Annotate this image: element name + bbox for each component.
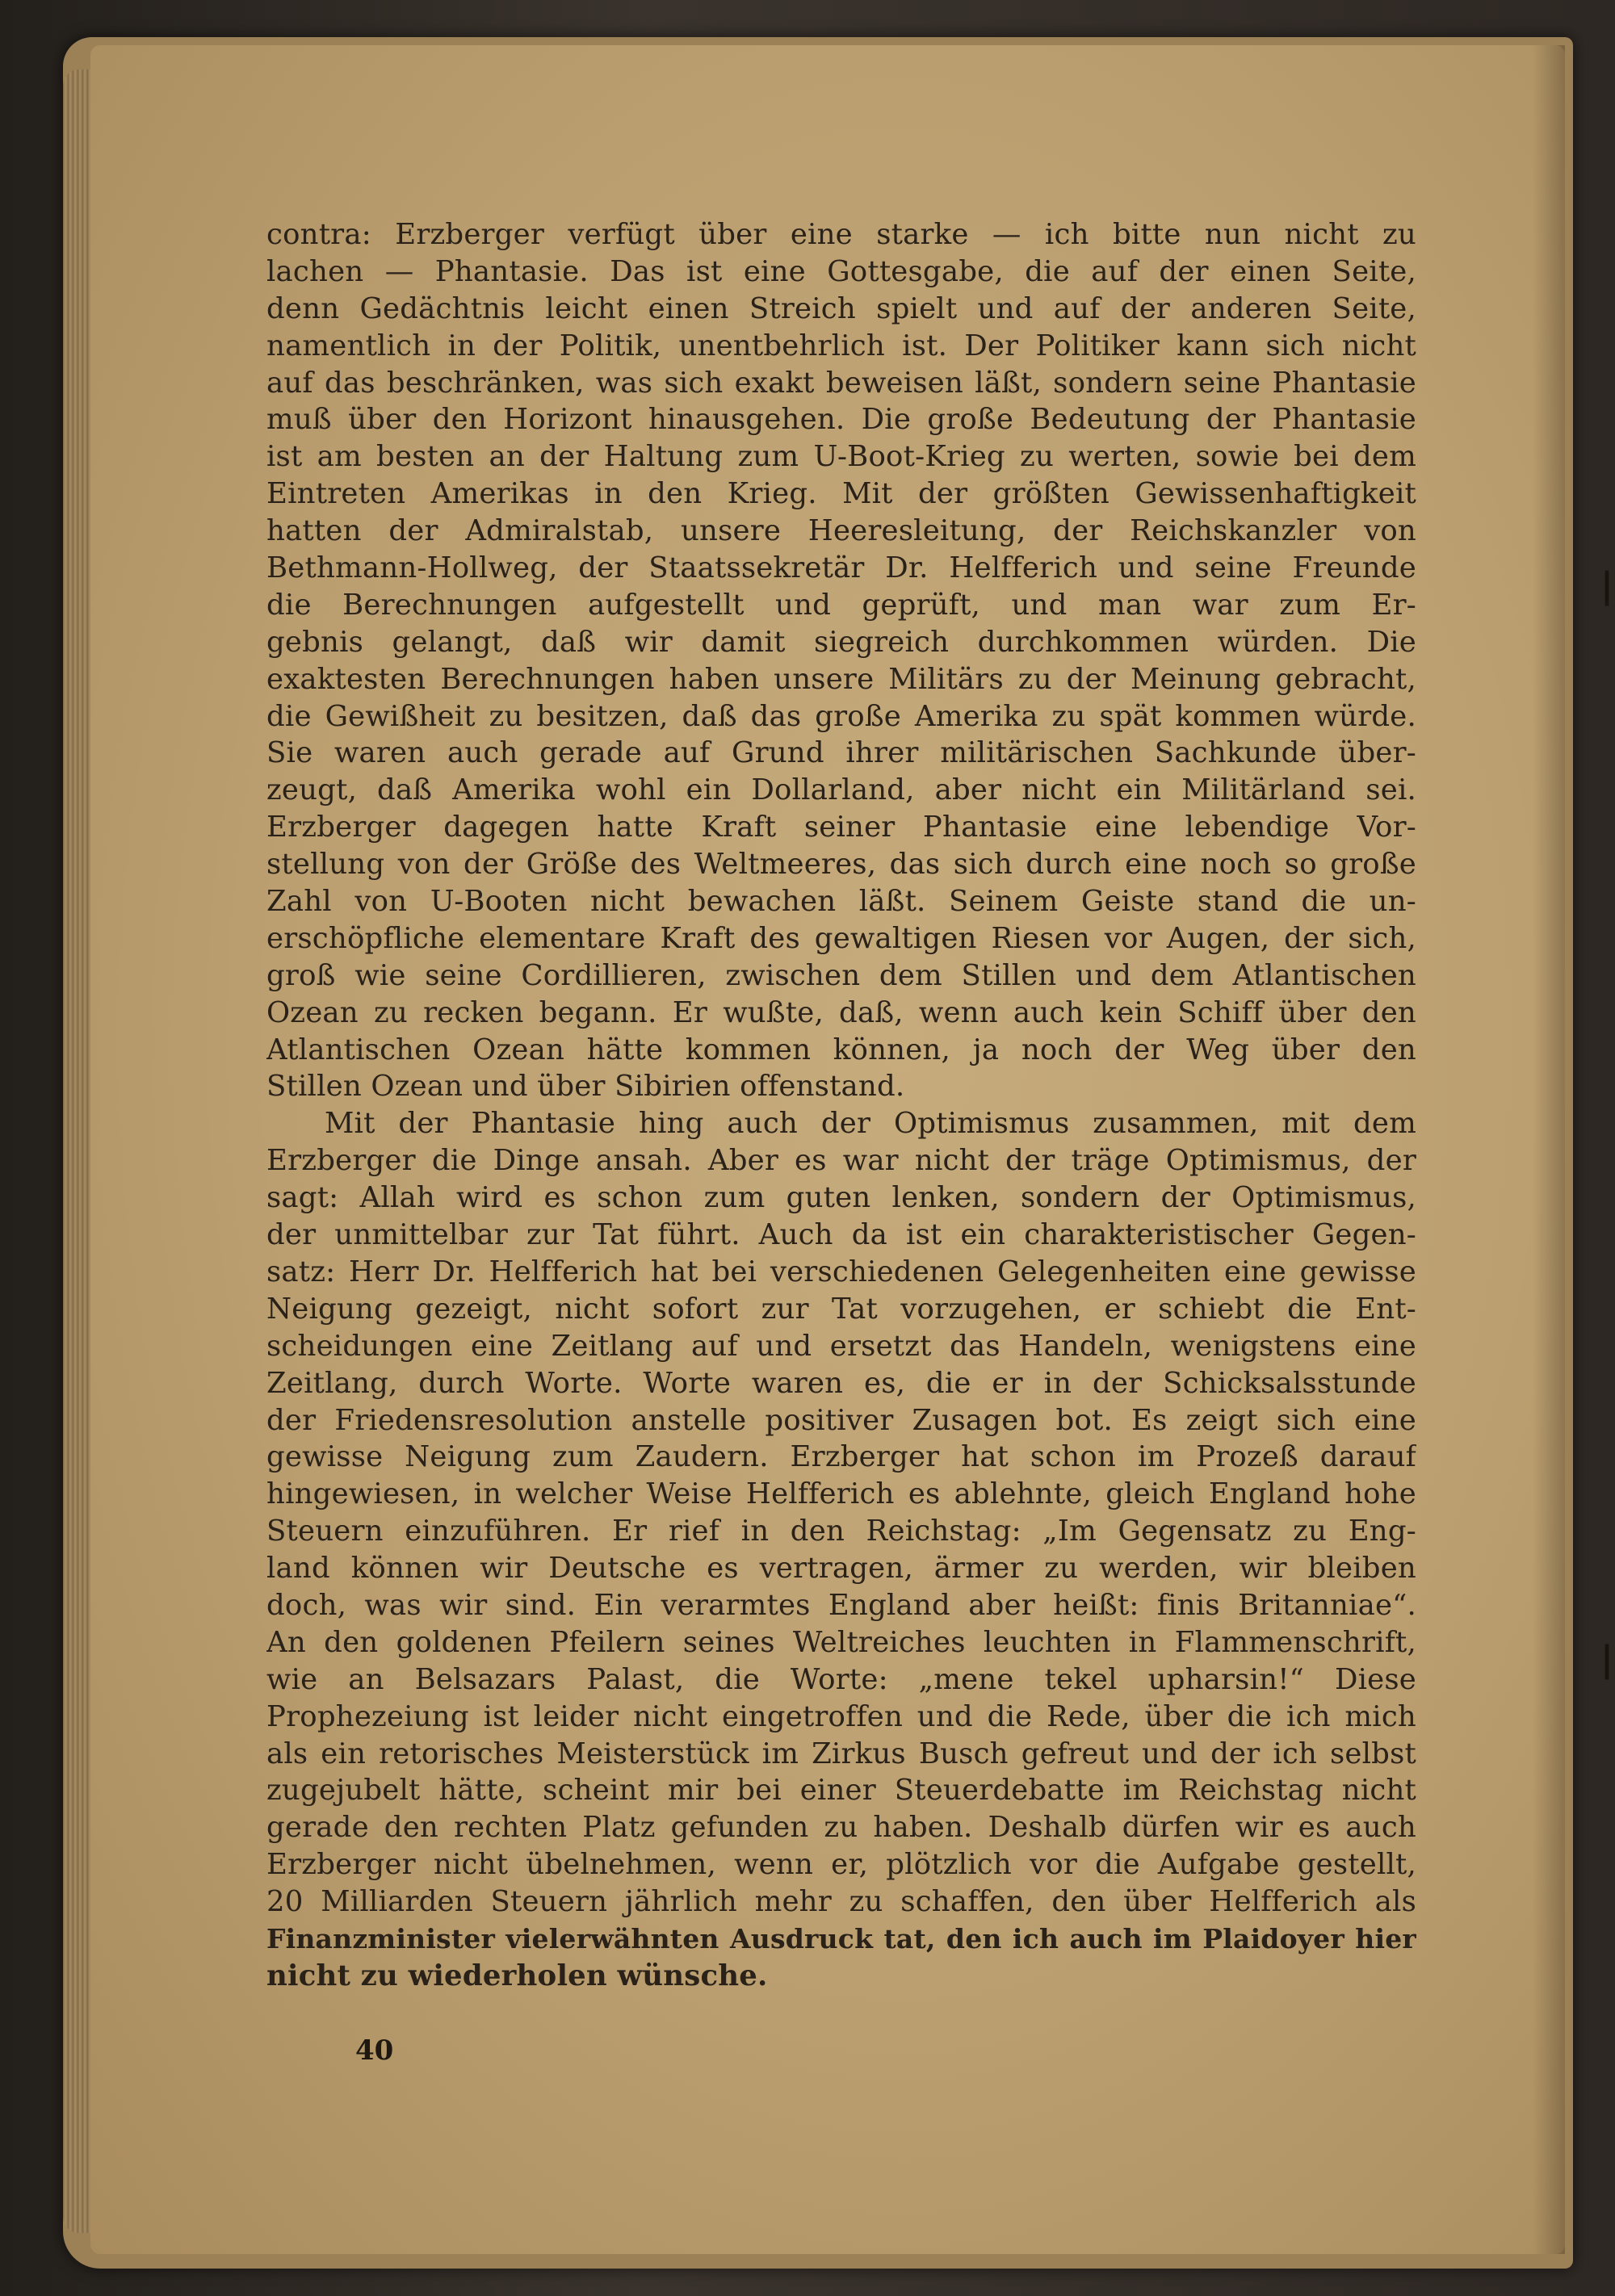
text-line: Neigung gezeigt, nicht sofort zur Tat vorzugehen, er schiebt die Ent- bbox=[266, 1292, 1416, 1326]
edge-mark: | bbox=[1600, 565, 1614, 606]
text-line: Atlantischen Ozean hätte kommen können, ja noch der Weg über den bbox=[266, 1033, 1416, 1066]
text-line: die Gewißheit zu besitzen, daß das große Amerika zu spät kommen würde. bbox=[266, 699, 1416, 733]
text-line: namentlich in der Politik, unentbehrlich ist. Der Politiker kann sich nicht bbox=[266, 329, 1416, 362]
text-line: Erzberger die Dinge ansah. Aber es war nicht der träge Optimismus, der bbox=[266, 1144, 1416, 1178]
text-line: An den goldenen Pfeilern seines Weltreiches leuchten in Flammenschrift, bbox=[266, 1625, 1416, 1659]
text-line: als ein retorisches Meisterstück im Zirkus Busch gefreut und der ich selbst bbox=[266, 1737, 1416, 1770]
text-line: Ozean zu recken begann. Er wußte, daß, wenn auch kein Schiff über den bbox=[266, 995, 1416, 1029]
text-line: lachen — Phantasie. Das ist eine Gottesgabe, die auf der einen Seite, bbox=[266, 254, 1416, 288]
text-line: 20 Milliarden Steuern jährlich mehr zu schaffen, den über Helfferich als bbox=[266, 1885, 1416, 1919]
text-line: die Berechnungen aufgestellt und geprüft, und man war zum Er- bbox=[266, 588, 1416, 622]
text-line: zeugt, daß Amerika wohl ein Dollarland, aber nicht ein Militärland sei. bbox=[266, 773, 1416, 807]
text-line: sagt: Allah wird es schon zum guten lenken, sondern der Optimismus, bbox=[266, 1181, 1416, 1215]
text-line: exaktesten Berechnungen haben unsere Militärs zu der Meinung gebracht, bbox=[266, 662, 1416, 696]
text-line: Zeitlang, durch Worte. Worte waren es, die er in der Schicksalsstunde bbox=[266, 1366, 1416, 1400]
text-line: doch, was wir sind. Ein verarmtes England aber heißt: finis Britanniae“. bbox=[266, 1588, 1416, 1622]
text-line: Erzberger nicht übelnehmen, wenn er, plötzlich vor die Aufgabe gestellt, bbox=[266, 1848, 1416, 1882]
text-line: land können wir Deutsche es vertragen, ärmer zu werden, wir bleiben bbox=[266, 1552, 1416, 1586]
page-number: 40 bbox=[355, 2034, 394, 2067]
text-line: der unmittelbar zur Tat führt. Auch da ist ein charakteristischer Gegen- bbox=[266, 1218, 1416, 1252]
text-line: Mit der Phantasie hing auch der Optimismus zusammen, mit dem bbox=[325, 1107, 1416, 1141]
paragraph-2 bbox=[266, 1105, 1416, 1994]
text-line: hatten der Admiralstab, unsere Heeresleitung, der Reichskanzler von bbox=[266, 514, 1416, 548]
text-line: hingewiesen, in welcher Weise Helfferich es ablehnte, gleich England hohe bbox=[266, 1477, 1416, 1511]
body-text bbox=[266, 216, 1416, 1995]
paragraph-1 bbox=[266, 216, 1416, 1105]
text-line: scheidungen eine Zeitlang auf und ersetzt das Handeln, wenigstens eine bbox=[266, 1329, 1416, 1363]
edge-mark: | bbox=[1600, 1639, 1614, 1680]
text-line: Eintreten Amerikas in den Krieg. Mit der größten Gewissenhaftigkeit bbox=[266, 477, 1416, 511]
text-line: Bethmann-Hollweg, der Staatssekretär Dr. Helfferich und seine Freunde bbox=[266, 551, 1416, 585]
text-line: nicht zu wiederholen wünsche. bbox=[266, 1959, 768, 1992]
text-line: Erzberger dagegen hatte Kraft seiner Phantasie eine lebendige Vor- bbox=[266, 811, 1416, 844]
text-line: contra: Erzberger verfügt über eine starke — ich bitte nun nicht zu bbox=[266, 218, 1416, 251]
text-line: Steuern einzuführen. Er rief in den Reichstag: „Im Gegensatz zu Eng- bbox=[266, 1515, 1416, 1548]
text-line: groß wie seine Cordillieren, zwischen dem Stillen und dem Atlantischen bbox=[266, 958, 1416, 992]
text-line: zugejubelt hätte, scheint mir bei einer Steuerdebatte im Reichstag nicht bbox=[266, 1774, 1416, 1808]
text-line: gewisse Neigung zum Zaudern. Erzberger hat schon im Prozeß darauf bbox=[266, 1440, 1416, 1474]
text-line: Stillen Ozean und über Sibirien offenstand. bbox=[266, 1070, 905, 1104]
text-line: gerade den rechten Platz gefunden zu haben. Deshalb dürfen wir es auch bbox=[266, 1811, 1416, 1845]
text-line: ist am besten an der Haltung zum U-Boot-Krieg zu werten, sowie bei dem bbox=[266, 440, 1416, 474]
text-line: Finanzminister vielerwähnten Ausdruck tat, den ich auch im Plaidoyer hier bbox=[266, 1922, 1416, 1955]
text-line: gebnis gelangt, daß wir damit siegreich durchkommen würden. Die bbox=[266, 625, 1416, 659]
text-line: stellung von der Größe des Weltmeeres, das sich durch eine noch so große bbox=[266, 848, 1416, 882]
text-line: muß über den Horizont hinausgehen. Die große Bedeutung der Phantasie bbox=[266, 403, 1416, 437]
text-line: Sie waren auch gerade auf Grund ihrer militärischen Sachkunde über- bbox=[266, 736, 1416, 770]
text-line: auf das beschränken, was sich exakt beweisen läßt, sondern seine Phantasie bbox=[266, 366, 1416, 400]
text-line: wie an Belsazars Palast, die Worte: „mene tekel upharsin!“ Diese bbox=[266, 1662, 1416, 1696]
text-line: denn Gedächtnis leicht einen Streich spielt und auf der anderen Seite, bbox=[266, 291, 1416, 325]
text-line: erschöpfliche elementare Kraft des gewaltigen Riesen vor Augen, der sich, bbox=[266, 921, 1416, 955]
text-line: Prophezeiung ist leider nicht eingetroffen und die Rede, über die ich mich bbox=[266, 1699, 1416, 1733]
text-line: satz: Herr Dr. Helfferich hat bei verschiedenen Gelegenheiten eine gewisse bbox=[266, 1255, 1416, 1288]
text-line: Zahl von U-Booten nicht bewachen läßt. Seinem Geiste stand die un- bbox=[266, 885, 1416, 919]
text-line: der Friedensresolution anstelle positiver Zusagen bot. Es zeigt sich eine bbox=[266, 1403, 1416, 1437]
